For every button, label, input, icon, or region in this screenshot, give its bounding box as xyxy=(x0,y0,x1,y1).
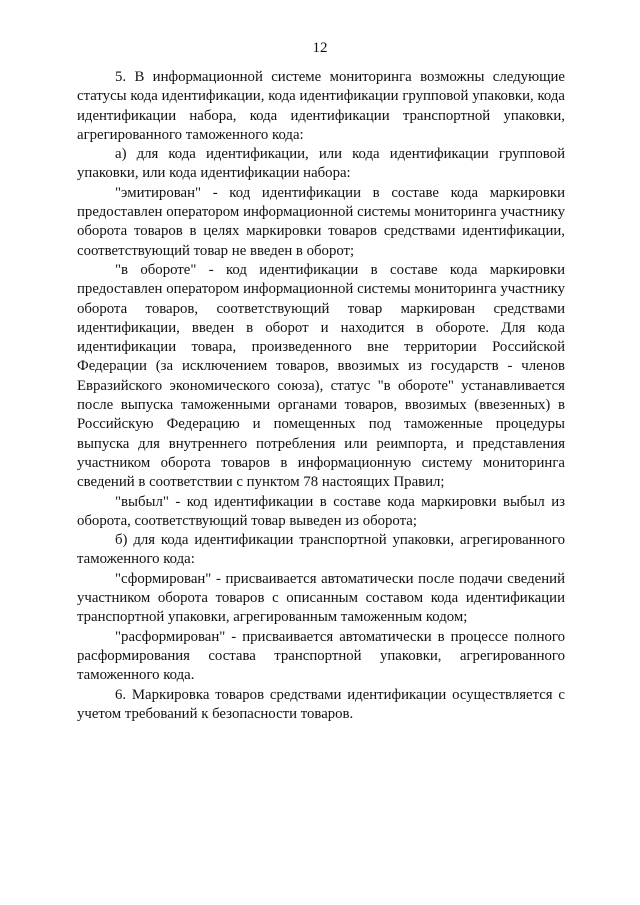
paragraph-item-6: 6. Маркировка товаров средствами идентификации осуществляется с учетом требований к безопасности товаров. xyxy=(77,686,565,722)
page-number: 12 xyxy=(312,40,328,56)
paragraph-status-withdrawn: "выбыл" - код идентификации в составе кода маркировки выбыл из оборота, соответствующий товар выведен из оборота; xyxy=(77,493,565,529)
paragraph-status-in-circulation: "в обороте" - код идентификации в составе кода маркировки предоставлен оператором информационной системы мониторинга участнику оборота товаров, соответствующий товар маркирован средствами идентификации, введен в оборот и находится в обороте. Для кода идентификации товара, произведенного вне территории Российской Федерации (за исключением товаров, ввозимых из государств - членов Евразийского экономического союза), статус "в обороте" устанавливается после выпуска таможенными органами товаров, ввозимых (ввезенных) в Российскую Федерацию и помещенных под таможенные процедуры выпуска для внутреннего потребления или реимпорта, и представления участником оборота товаров в информационную систему мониторинга сведений в соответствии с пунктом 78 настоящих Правил; xyxy=(77,261,565,491)
paragraph-item-5: 5. В информационной системе мониторинга возможны следующие статусы кода идентификации, кода идентификации групповой упаковки, кода идентификации набора, кода идентификации транспортной упаковки, агрегированного таможенного кода: xyxy=(77,69,565,143)
paragraph-status-emitted: "эмитирован" - код идентификации в составе кода маркировки предоставлен оператором информационной системы мониторинга участнику оборота товаров в целях маркировки товаров средствами идентификации, соответствующий товар не введен в оборот; xyxy=(77,184,565,259)
paragraph-subitem-a: а) для кода идентификации, или кода идентификации групповой упаковки, или кода идентификации набора: xyxy=(77,146,565,182)
paragraph-status-disbanded: "расформирован" - присваивается автоматически в процессе полного расформирования состава транспортной упаковки, агрегированного таможенного кода. xyxy=(77,628,565,684)
document-body xyxy=(77,68,565,724)
paragraph-status-formed: "сформирован" - присваивается автоматически после подачи сведений участником оборота товаров с описанным составом кода идентификации транспортной упаковки, агрегированным таможенным кодом; xyxy=(77,570,565,626)
paragraph-subitem-b: б) для кода идентификации транспортной упаковки, агрегированного таможенного кода: xyxy=(77,532,565,568)
